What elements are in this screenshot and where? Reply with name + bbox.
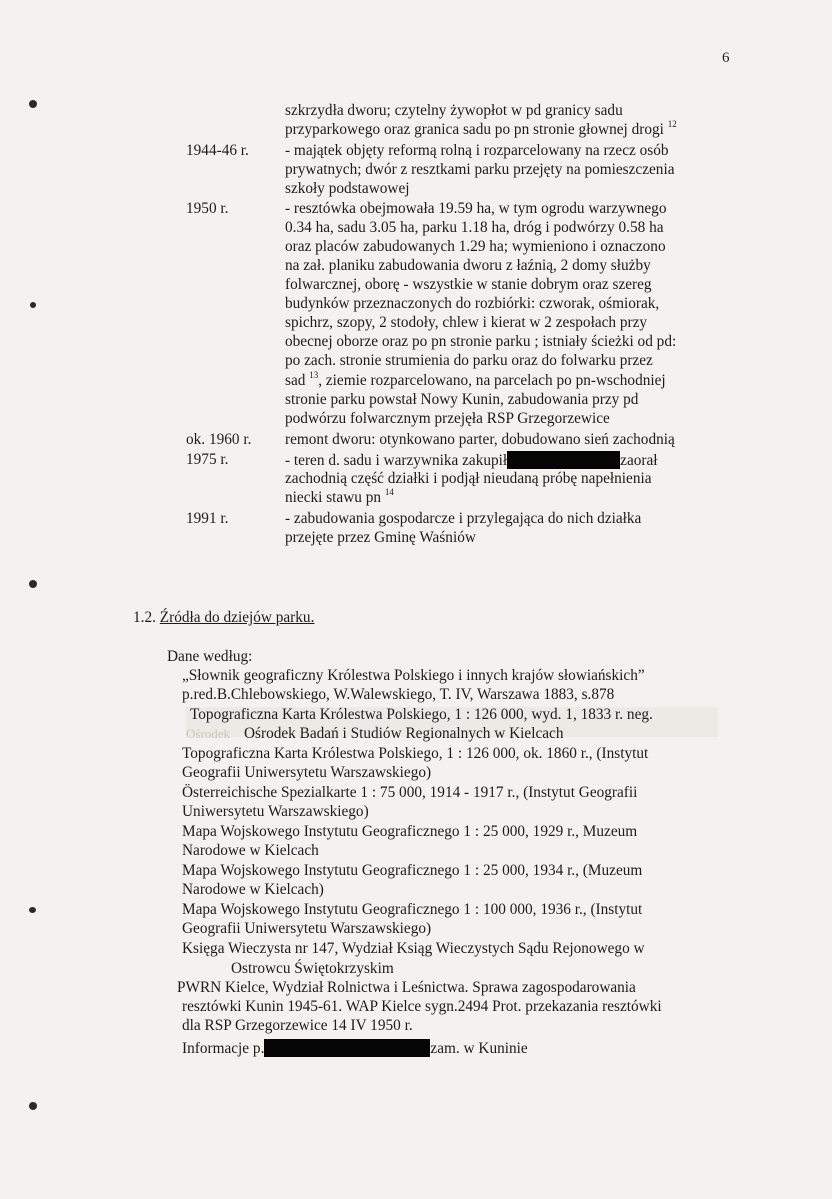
footnote-marker: 14 [384,487,394,497]
timeline-line: - teren d. sadu i warzywnika zakupił zaorał [285,452,658,469]
timeline-line: sad $^{13}$, ziemie rozparcelowano, na parcelach po pn-wschodniej [285,370,666,389]
punch-hole-mark [29,100,37,108]
timeline-year: 1975 r. [186,451,229,468]
redaction-bar [507,451,620,469]
punch-hole-mark [29,1102,37,1110]
source-line: Topograficzna Karta Królestwa Polskiego, 1 : 126 000, wyd. 1, 1833 r. neg. [190,706,653,723]
timeline-line: stronie parku powstał Nowy Kunin, zabudowania przy pd [285,391,639,408]
sources-intro: Dane według: [167,648,253,665]
timeline-year: 1944-46 r. [186,142,249,159]
timeline-line: podwórzu folwarcznym przejęła RSP Grzegorzewice [285,410,610,427]
source-line: Ośrodek Badań i Studiów Regionalnych w Kielcach [244,725,564,742]
punch-hole-mark [30,302,36,308]
source-line: Geografii Uniwersytetu Warszawskiego) [182,764,432,781]
timeline-line: szkrzydła dworu; czytelny żywopłot w pd granicy sadu [285,102,623,119]
section-title: Źródła do dziejów parku. [159,609,315,626]
timeline-line: spichrz, szopy, 2 stodoły, chlew i kierat w 2 zespołach przy [285,314,648,331]
source-line: Mapa Wojskowego Instytutu Geograficznego 1 : 100 000, 1936 r., (Instytut [182,901,643,918]
timeline-line: szkoły podstawowej [285,180,410,197]
punch-hole-mark [29,907,36,913]
source-line: Narodowe w Kielcach [182,842,319,859]
source-line: Informacje p. zam. w Kuninie [182,1040,528,1057]
timeline-line: przejęte przez Gminę Waśniów [285,529,476,546]
timeline-line: zachodnią część działki i podjął nieudaną próbę napełnienia [285,470,652,487]
timeline-line: na zał. planiku zabudowania dworu z łaźnią, 2 domy służby [285,257,651,274]
timeline-line: przyparkowego oraz granica sadu po pn stronie głownej drogi $^{12}$ [285,119,677,138]
faded-stamp-text: Ośrodek [186,726,231,741]
timeline-year: 1991 r. [186,510,229,527]
section-number: 1.2. [133,609,156,626]
timeline-line: - zabudowania gospodarcze i przylegająca do nich działka [285,510,642,527]
source-line: Mapa Wojskowego Instytutu Geograficznego 1 : 25 000, 1934 r., (Muzeum [182,862,643,879]
timeline-line: obecnej oborze oraz po pn stronie parku ; istniały ścieżki od pd: [285,333,677,350]
redaction-bar [264,1039,430,1057]
source-line: Narodowe w Kielcach) [182,881,324,898]
source-line: Uniwersytetu Warszawskiego) [182,803,369,820]
source-line: dla RSP Grzegorzewice 14 IV 1950 r. [182,1017,413,1034]
timeline-line: oraz placów zabudowanych 1.29 ha; wymieniono i oznaczono [285,238,666,255]
source-line: Österreichische Spezialkarte 1 : 75 000, 1914 - 1917 r., (Instytut Geografii [182,784,638,801]
timeline-line: 0.34 ha, sadu 3.05 ha, parku 1.18 ha, dróg i podwórzy 0.58 ha [285,219,664,236]
timeline-line: po zach. stronie strumienia do parku oraz do folwarku przez [285,352,653,369]
timeline-line: prywatnych; dwór z resztkami parku przejęty na pomieszczenia [285,161,675,178]
source-line: Mapa Wojskowego Instytutu Geograficznego 1 : 25 000, 1929 r., Muzeum [182,823,638,840]
timeline-line: - resztówka obejmowała 19.59 ha, w tym ogrodu warzywnego [285,200,667,217]
timeline-line: niecki stawu pn $^{14}$ [285,487,394,506]
source-line: Topograficzna Karta Królestwa Polskiego, 1 : 126 000, ok. 1860 r., (Instytut [182,745,649,762]
timeline-line: - majątek objęty reformą rolną i rozparcelowany na rzecz osób [285,142,669,159]
timeline-year: 1950 r. [186,200,229,217]
page-number: 6 [722,50,730,66]
timeline-year: ok. 1960 r. [186,431,252,448]
source-line: Geografii Uniwersytetu Warszawskiego) [182,920,432,937]
footnote-marker: 12 [667,119,677,129]
punch-hole-mark [29,580,37,588]
section-heading [133,609,314,627]
source-line: p.red.B.Chlebowskiego, W.Walewskiego, T. IV, Warszawa 1883, s.878 [182,686,615,703]
source-line: Ostrowcu Świętokrzyskim [231,960,394,977]
source-line: Księga Wieczysta nr 147, Wydział Ksiąg Wieczystych Sądu Rejonowego w [182,940,645,957]
timeline-line: budynków przeznaczonych do rozbiórki: czworak, ośmiorak, [285,295,660,312]
timeline-line: remont dworu: otynkowano parter, dobudowano sień zachodnią [285,431,675,448]
timeline-line: folwarcznej, oborę - wszystkie w stanie dobrym oraz szereg [285,276,652,293]
source-line: „Słownik geograficzny Królestwa Polskiego i innych krajów słowiańskich” [182,667,645,684]
source-line: resztówki Kunin 1945-61. WAP Kielce sygn.2494 Prot. przekazania resztówki [182,998,662,1015]
source-line: PWRN Kielce, Wydział Rolnictwa i Leśnictwa. Sprawa zagospodarowania [177,979,636,996]
footnote-marker: 13 [309,370,319,380]
